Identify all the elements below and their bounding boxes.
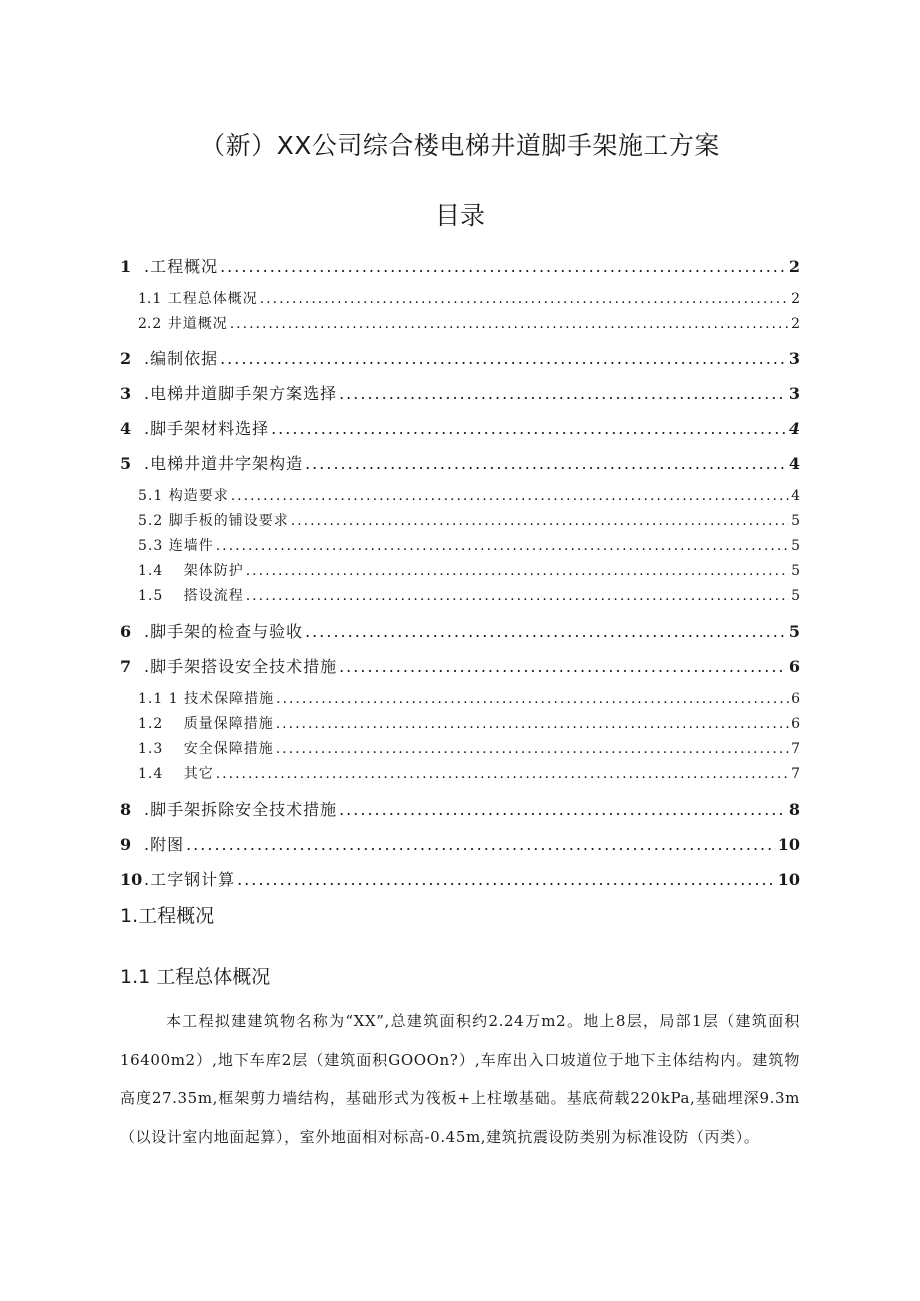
toc-entry[interactable]: 3 .电梯井道脚手架方案选择 ..... 3 — [120, 381, 800, 404]
toc-entry[interactable]: 1.3 安全保障措施 ..... 7 — [138, 738, 800, 758]
body-paragraph: 本工程拟建建筑物名称为“XX”,总建筑面积约2.24万m2。地上8层，局部1层（建筑面积16400m2）,地下车库2层（建筑面积GOOOn?）,车库出入口坡道位于地下主体结构内。建筑物高度27.35m,框架剪力墙结构，基础形式为筏板+上柱墩基础。基底荷载220kPa,基础埋深9.3m（以设计室内地面起算），室外地面相对标高-0.45m,建筑抗震设防类别为标准设防（丙类）。 — [120, 1012, 800, 1146]
toc-entry[interactable]: 5.3 连墙件 ..... 5 — [138, 535, 800, 555]
toc-entry[interactable]: 8 .脚手架拆除安全技术措施 ..... 8 — [120, 797, 800, 820]
toc-entry[interactable]: 1.5 搭设流程 ..... 5 — [138, 585, 800, 605]
section-heading: 1.工程概况 — [120, 905, 215, 927]
toc-entry[interactable]: 10 .工字钢计算 ..... 10 — [120, 867, 800, 890]
toc-entry[interactable]: 2 .2 井道概况 ..... 2 — [120, 313, 800, 333]
toc-entry[interactable]: 7 .脚手架搭设安全技术措施 ..... 6 — [120, 654, 800, 677]
toc-entry[interactable]: 1 .工程概况 ..... 2 — [120, 254, 800, 277]
toc-entry[interactable]: 5.1 构造要求 ..... 4 — [138, 485, 800, 505]
toc-entry[interactable]: 5 .电梯井道井字架构造 ..... 4 — [120, 451, 800, 474]
toc-entry[interactable]: 1.2 质量保障措施 ..... 6 — [138, 713, 800, 733]
toc-entry[interactable]: 1.1 1 技术保障措施 ..... 6 — [138, 688, 800, 708]
toc-entry[interactable]: 9 .附图 ..... 10 — [120, 832, 800, 855]
subsection-heading: 1.1 工程总体概况 — [120, 966, 271, 988]
toc-entry[interactable]: 6 .脚手架的检查与验收 ..... 5 — [120, 619, 800, 642]
toc-entry[interactable]: 1.4 架体防护 ..... 5 — [138, 560, 800, 580]
toc-entry[interactable]: 5.2 脚手板的铺设要求 ..... 5 — [138, 510, 800, 530]
toc-entry[interactable]: 1.4 其它 ..... 7 — [138, 763, 800, 783]
toc-entry[interactable]: 4 .脚手架材料选择 ..... 4 — [120, 416, 800, 439]
toc-entry[interactable]: 2 .编制依据 ..... 3 — [120, 346, 800, 369]
toc-entry[interactable]: 1 .1 工程总体概况 ..... 2 — [120, 288, 800, 308]
document-title: （新）XX公司综合楼电梯井道脚手架施工方案 — [200, 131, 720, 160]
toc-heading: 目录 — [434, 201, 485, 230]
